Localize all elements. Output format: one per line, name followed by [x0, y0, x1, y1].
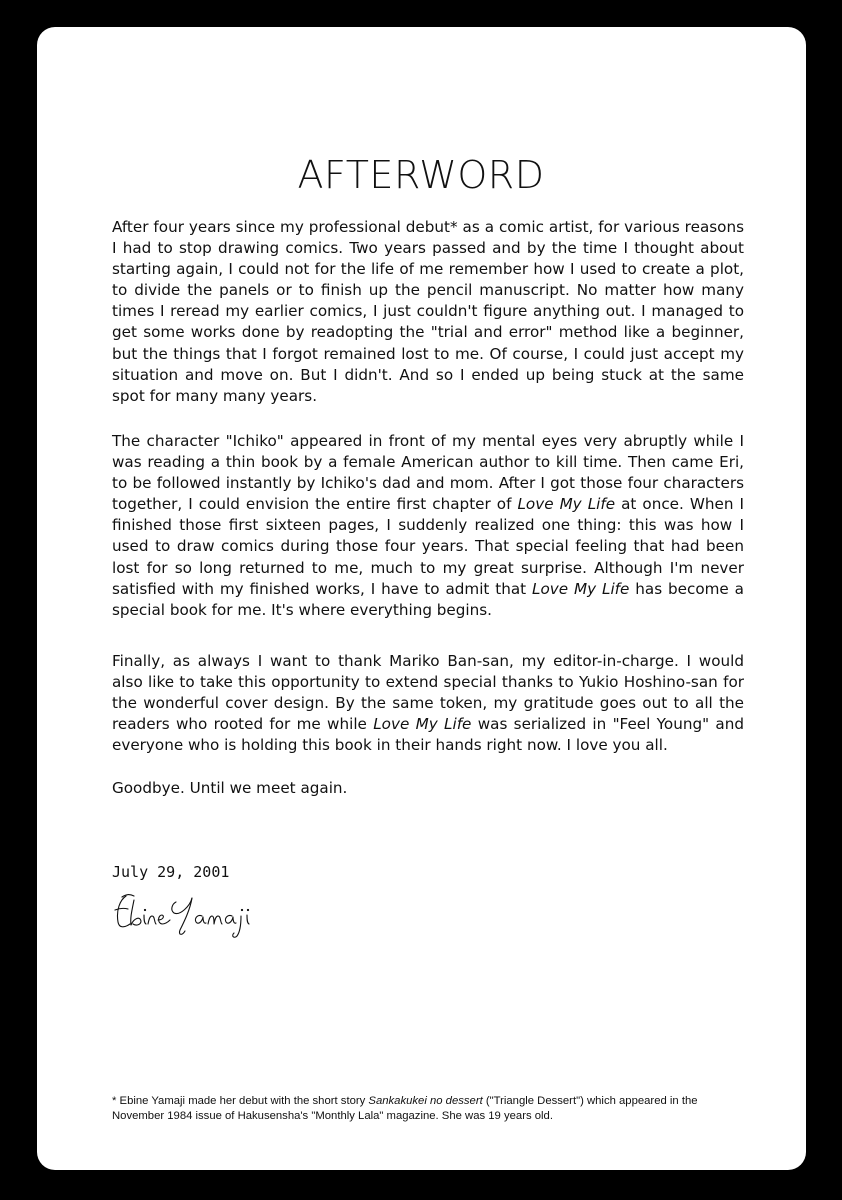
page-title: AFTERWORD [297, 153, 545, 197]
footnote-text: ("Triangle Dessert") which appeared in the November 1984 issue of Hakusensha's "Monthly Lala" magazine. She was 19 years old. [112, 1095, 698, 1122]
paragraph-ichiko [112, 431, 744, 621]
paragraph-text: was serialized in "Feel Young" and everyone who is holding this book in their hands right now. I love you all. [112, 715, 744, 755]
date: July 29, 2001 [112, 863, 230, 881]
book-title: Love My Life [373, 715, 472, 734]
paragraph-text: has become a special book for me. It's where everything begins. [112, 579, 744, 619]
paragraph-debut: After four years since my professional debut* as a comic artist, for various reasons I had to stop drawing comics. Two years passed and by the time I thought about starting again, I could not for the life of me remember how I used to create a plot, to divide the panels or to finish up the pencil manuscript. No matter how many times I reread my earlier comics, I just couldn't figure anything out. I managed to get some works done by readopting the "trial and error" method like a beginner, but the things that I forgot remained lost to me. Of course, I could just accept my situation and move on. But I didn't. And so I ended up being stuck at the same spot for many many years. [112, 218, 744, 405]
book-title: Love My Life [517, 495, 616, 514]
paragraph-text: at once. When I finished those first sixteen pages, I suddenly realized one thing: this was how I used to draw comics during those four years. That special feeling that had been lost for so long returned to me, much to my great surprise. Although I'm never satisfied with my finished works, I have to admit that [112, 495, 744, 598]
footnote-text: * Ebine Yamaji made her debut with the short story [112, 1095, 369, 1107]
book-title: Love My Life [532, 579, 630, 598]
signature [110, 888, 290, 940]
footnote [112, 1094, 752, 1124]
paragraph-text: Finally, as always I want to thank Mariko Ban-san, my editor-in-charge. I would also like to take this opportunity to extend special thanks to Yukio Hoshino-san for the wonderful cover design. By the same token, my gratitude goes out to all the readers who rooted for me while [112, 652, 744, 734]
paragraph-text: The character "Ichiko" appeared in front of my mental eyes very abruptly while I was reading a thin book by a female American author to kill time. Then came Eri, to be followed instantly by Ichiko's dad and mom. After I got those four characters together, I could envision the entire first chapter of [112, 432, 744, 514]
story-title: Sankakukei no dessert [368, 1095, 483, 1107]
paragraph-thanks [112, 651, 744, 756]
paragraph-goodbye: Goodbye. Until we meet again. [112, 779, 348, 797]
